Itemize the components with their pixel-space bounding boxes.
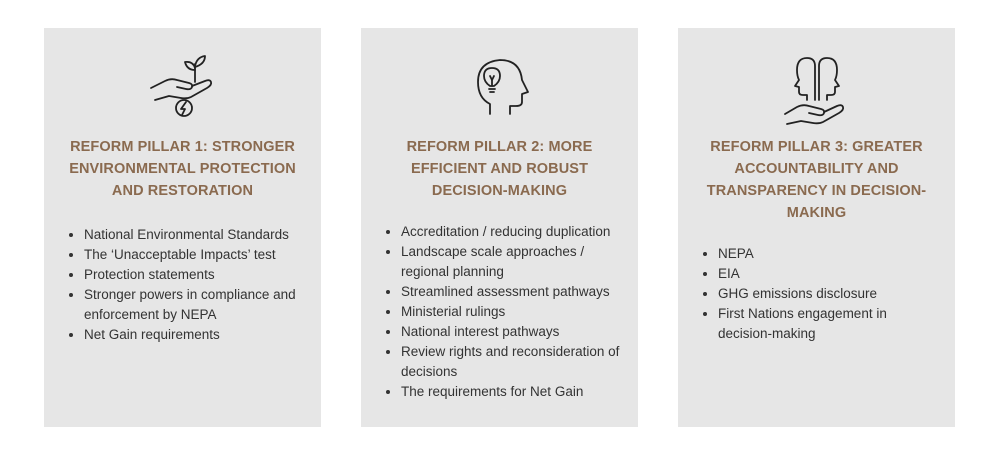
hand-holding-faces-icon xyxy=(777,48,857,128)
list-item: • Ministerial rulings xyxy=(401,302,624,322)
hand-with-plant-icon xyxy=(143,48,223,128)
pillar-card-1 xyxy=(44,28,321,427)
pillar-card-3 xyxy=(678,28,955,427)
list-item: • GHG emissions disclosure xyxy=(718,284,941,304)
list-item: • National Environmental Standards xyxy=(84,225,307,245)
pillar-items xyxy=(383,222,624,402)
pillar-title: REFORM PILLAR 1: STRONGER ENVIRONMENTAL PROTECTION AND RESTORATION xyxy=(69,139,296,199)
list-item: • Streamlined assessment pathways xyxy=(401,282,624,302)
list-item: • EIA xyxy=(718,264,941,284)
pillar-title: REFORM PILLAR 3: GREATER ACCOUNTABILITY AND TRANSPARENCY IN DECISION-MAKING xyxy=(706,139,927,221)
list-item: • Accreditation / reducing duplication xyxy=(401,222,624,242)
list-item: • Net Gain requirements xyxy=(84,325,307,345)
list-item: • Landscape scale approaches / regional planning xyxy=(401,242,624,282)
list-item: • The ‘Unacceptable Impacts’ test xyxy=(84,245,307,265)
list-item: • NEPA xyxy=(718,244,941,264)
pillar-items xyxy=(66,225,307,345)
list-item: • Review rights and reconsideration of decisions xyxy=(401,342,624,382)
pillar-card-2 xyxy=(361,28,638,427)
head-with-lightbulb-icon xyxy=(460,48,540,128)
list-item: • National interest pathways xyxy=(401,322,624,342)
list-item: • Protection statements xyxy=(84,265,307,285)
list-item: • First Nations engagement in decision-making xyxy=(718,304,941,344)
list-item: • Stronger powers in compliance and enforcement by NEPA xyxy=(84,285,307,325)
pillar-items xyxy=(700,244,941,344)
pillar-title: REFORM PILLAR 2: MORE EFFICIENT AND ROBUST DECISION-MAKING xyxy=(406,139,593,199)
list-item: • The requirements for Net Gain xyxy=(401,382,624,402)
